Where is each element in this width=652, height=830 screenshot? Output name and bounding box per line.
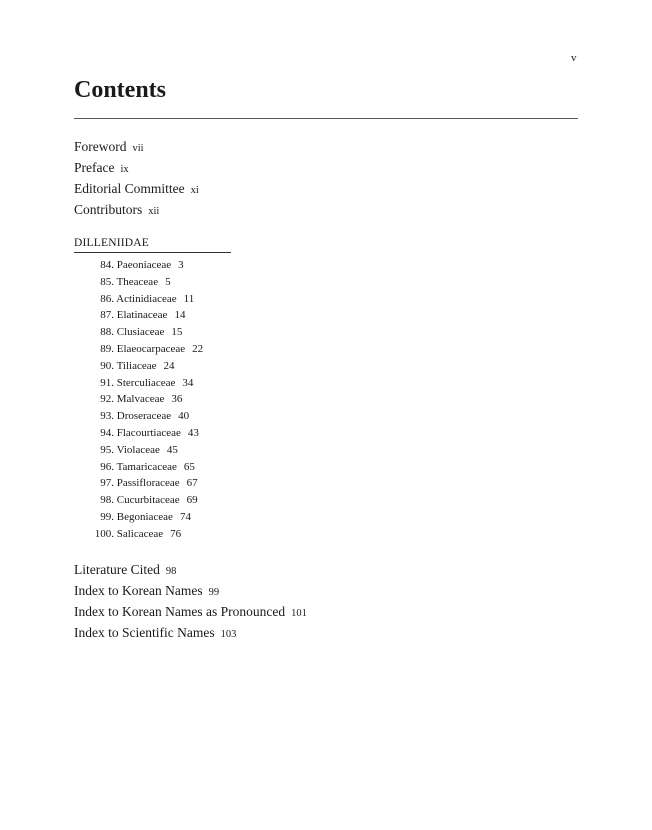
family-number: 90.	[100, 359, 114, 372]
toc-entry-preface[interactable]	[74, 157, 199, 178]
family-entry[interactable]	[90, 526, 203, 543]
toc-entry-index-korean-names-pronounced[interactable]	[74, 601, 307, 622]
family-entry[interactable]	[90, 307, 203, 324]
family-entry[interactable]	[90, 425, 203, 442]
toc-entry-editorial-committee[interactable]	[74, 178, 199, 199]
family-page: 40	[178, 410, 190, 423]
family-name: Begoniaceae	[116, 510, 173, 523]
family-number: 88.	[100, 326, 114, 339]
family-page: 11	[183, 292, 195, 305]
family-name: Malvaceae	[116, 393, 165, 406]
family-name: Violaceae	[116, 443, 160, 456]
section-heading: DILLENIIDAE	[74, 235, 231, 253]
back-matter-list	[74, 559, 307, 643]
toc-entry-index-scientific-names[interactable]	[74, 622, 307, 643]
family-number: 91.	[100, 376, 114, 389]
family-page: 34	[182, 376, 194, 389]
page-number: v	[571, 52, 577, 64]
family-page: 36	[171, 393, 183, 406]
family-name: Elaeocarpaceae	[116, 342, 186, 355]
family-number: 84.	[100, 259, 114, 271]
toc-entry-page: 99	[208, 587, 220, 598]
family-entry[interactable]	[90, 475, 203, 492]
family-number: 97.	[100, 477, 114, 490]
family-name: Paeoniaceae	[116, 259, 172, 271]
family-entry[interactable]	[90, 274, 203, 291]
family-page: 76	[170, 527, 182, 540]
page-title: Contents	[74, 77, 167, 103]
family-entry[interactable]	[90, 291, 203, 308]
toc-entry-page: xii	[148, 206, 160, 217]
family-number: 92.	[100, 393, 114, 406]
family-entry[interactable]	[90, 408, 203, 425]
family-entry[interactable]	[90, 509, 203, 526]
toc-entry-contributors[interactable]	[74, 199, 199, 220]
toc-entry-page: 103	[220, 629, 237, 640]
toc-entry-page: 101	[291, 608, 307, 619]
front-matter-list	[74, 136, 199, 220]
family-entry[interactable]	[90, 442, 203, 459]
family-page: 3	[178, 259, 184, 271]
family-page: 15	[171, 326, 183, 339]
family-page: 69	[186, 494, 198, 507]
toc-entry-label: Literature Cited	[74, 562, 160, 577]
family-number: 89.	[100, 342, 114, 355]
family-name: Droseraceae	[116, 410, 172, 423]
family-name: Theaceae	[116, 275, 159, 288]
title-rule	[74, 118, 578, 119]
toc-entry-foreword[interactable]	[74, 136, 199, 157]
family-page: 67	[186, 477, 198, 490]
family-name: Cucurbitaceae	[116, 494, 180, 507]
family-page: 74	[179, 510, 191, 523]
family-name: Salicaceae	[116, 527, 164, 540]
family-number: 98.	[100, 494, 114, 507]
family-number: 95.	[100, 443, 114, 456]
family-entry[interactable]	[90, 375, 203, 392]
family-name: Tamaricaceae	[116, 460, 177, 473]
toc-entry-page: ix	[120, 164, 129, 175]
family-number: 94.	[100, 426, 114, 439]
toc-entry-label: Preface	[74, 160, 115, 175]
family-entry[interactable]	[90, 358, 203, 375]
family-entry[interactable]	[90, 492, 203, 509]
family-page: 24	[163, 359, 175, 372]
family-number: 86.	[100, 292, 114, 305]
family-page: 65	[183, 460, 195, 473]
toc-entry-literature-cited[interactable]	[74, 559, 307, 580]
family-entry[interactable]	[90, 459, 203, 476]
toc-entry-page: 98	[165, 566, 177, 577]
family-page: 45	[166, 443, 178, 456]
toc-entry-label: Index to Korean Names as Pronounced	[74, 604, 286, 619]
family-page: 43	[187, 426, 199, 439]
family-page: 14	[174, 309, 186, 322]
family-entry[interactable]	[90, 324, 203, 341]
family-number: 100.	[94, 527, 114, 540]
family-entry[interactable]	[90, 391, 203, 408]
toc-entry-label: Editorial Committee	[74, 181, 185, 196]
family-name: Sterculiaceae	[116, 376, 176, 389]
family-list	[90, 257, 203, 543]
toc-entry-page: xi	[190, 185, 199, 196]
family-name: Flacourtiaceae	[116, 426, 181, 439]
toc-entry-label: Contributors	[74, 202, 143, 217]
family-page: 5	[165, 275, 171, 288]
family-number: 85.	[100, 275, 114, 288]
family-name: Tiliaceae	[116, 359, 157, 372]
family-entry[interactable]	[90, 257, 203, 274]
family-number: 96.	[100, 460, 114, 473]
family-page: 22	[192, 342, 204, 355]
family-number: 87.	[100, 309, 114, 322]
toc-entry-label: Index to Korean Names	[74, 583, 203, 598]
family-name: Elatinaceae	[116, 309, 168, 322]
toc-entry-label: Index to Scientific Names	[74, 625, 215, 640]
toc-entry-label: Foreword	[74, 139, 127, 154]
family-number: 99.	[100, 510, 114, 523]
toc-entry-index-korean-names[interactable]	[74, 580, 307, 601]
family-entry[interactable]	[90, 341, 203, 358]
family-name: Actinidiaceae	[116, 292, 177, 305]
family-number: 93.	[100, 410, 114, 423]
family-name: Clusiaceae	[116, 326, 165, 339]
toc-entry-page: vii	[132, 143, 144, 154]
family-name: Passifloraceae	[116, 477, 180, 490]
